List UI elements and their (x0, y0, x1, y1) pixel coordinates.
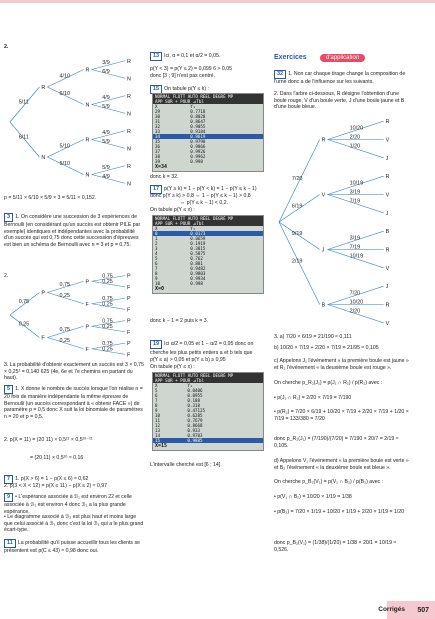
branch-probability: 0,75 (102, 273, 113, 280)
section-badge: d'application (320, 54, 365, 62)
calc-cell-x: 8 (155, 271, 158, 276)
calc-cell-x: 0 (155, 231, 158, 236)
tree-node-label: N (41, 155, 46, 161)
calc-cell-x: 12 (155, 423, 161, 428)
exercise-13 (150, 52, 265, 61)
calc-cell-y: 0.1919 (190, 241, 206, 246)
tree-node-label: P (85, 279, 90, 286)
exercise-15-line1: On tabule p(Y ≤ k) : (164, 86, 209, 92)
tree-node-label: R (126, 93, 131, 100)
exercise-11-text: La probabilité qu'il puisse accueillir tous les clients se présentent est p(C ≤ 43) ≈ 0,98 donc oui. (4, 540, 140, 554)
branch-probability: 5/10 (59, 143, 70, 150)
calc-cell-y: 0.998 (190, 159, 203, 164)
exercise-5-item2b: = (20 11) × 0,5²⁰ ≈ 0,16 (30, 455, 84, 461)
exercise-32-text: 1. Non car chaque tirage change la composition de l'urne donc a de l'influence sur les suivants. (274, 71, 406, 85)
calc-cell-y: 0.9703 (187, 433, 203, 438)
branch-probability: 0,25 (18, 321, 30, 328)
answer-3d-formula: On cherche p_B₂(V₁) = p(V₁ ∩ B₂) / p(B₂) avec : (274, 479, 384, 485)
tree-node-label: R (126, 58, 131, 65)
probability-tree-1 (2, 52, 142, 194)
branch-probability: 1/20 (349, 143, 361, 150)
tree-node-label: N (85, 102, 90, 109)
tree-node-label: N (126, 76, 131, 83)
branch-probability: 0,75 (102, 318, 113, 325)
calc-cell-x: 29 (155, 109, 161, 114)
exercise-7-line2: 2. p(3 < X < 12) = p(X ≤ 11) − p(X ≤ 2) ≈ 0,97 (4, 483, 108, 489)
tree-node-label: N (126, 181, 131, 188)
calc-cell-y: 0.47125 (187, 408, 206, 413)
branch-probability: 3/19 (349, 189, 361, 196)
calc-cell-x: 5 (155, 256, 158, 261)
calc-col-y: Y₁ (187, 383, 193, 388)
calc-cell-x: 4 (155, 251, 158, 256)
calc-cell-y: 0.9803 (190, 271, 206, 276)
probability-tree-2 (2, 270, 142, 362)
exercise-9-line2: • Le diagramme associé à ℬ₂ est plus haut et moins large que celui associé à ℬ₁ donc c'est la loi ℬ₁ qui a le plus grand écart-type. (4, 514, 144, 534)
calc-cell-x: 6 (155, 393, 158, 398)
calc-cell-x: 9 (155, 276, 158, 281)
calc-cell-y: 0.9482 (190, 266, 206, 271)
calc-status-bar: NORMAL FLOTT AUTO RÉEL DEGRÉ MP (153, 216, 263, 221)
tree-node-label: F (126, 307, 131, 314)
tree-node-label: F (85, 346, 89, 353)
exercise-3 (4, 213, 144, 248)
calc-cell-x: 10 (155, 281, 161, 286)
answer-3c-intersection: • p(J₁ ∩ R₂) = 2/20 × 7/19 = 7/190 (274, 395, 352, 401)
calc-cell-x: 1 (155, 236, 158, 241)
calc-cell-y: 0.8668 (187, 423, 203, 428)
calc-cell-y: 0.998 (190, 281, 203, 286)
exercise-11 (4, 539, 144, 555)
branch-probability: 0,75 (102, 340, 113, 347)
calc-cell-x: 14 (155, 433, 161, 438)
probability-line: p = 5/11 × 6/10 × 5/9 × 3 = 5/11 ≈ 0,152. (4, 195, 97, 201)
exercise-19 (150, 340, 265, 349)
tree-node-label: R (385, 247, 390, 254)
calc-cell-y: 0.9798 (190, 139, 206, 144)
tree-node-label: N (85, 172, 90, 179)
calc-cell-x: 34 (155, 134, 161, 139)
calc-status-bar-2: APP SUR + POUR ⊿Tbl (153, 221, 263, 226)
probability-tree-3 (272, 112, 408, 334)
exercise-3-text: 1. On considère une succession de 3 expériences de Bernoulli (en considérant qu'un succès est obtenir PILE par exemple) identiques et indépendantes avec la probabilité d'un succès qui est 0,75 donc cette succession d'épreuves est bien un schéma de Bernoulli avec n = 3 et p = 0,75. (4, 214, 141, 248)
exercise-number: 32 (274, 70, 286, 79)
calc-cell-y: 0.7718 (190, 109, 206, 114)
calc-cell-x: 7 (155, 398, 158, 403)
calc-cell-x: 6 (155, 261, 158, 266)
calc-cell-y: 0.318 (187, 403, 201, 408)
answer-3b: b) 10/20 × 7/19 + 2/20 × 7/19 = 21/95 ≈ 0,105 (274, 345, 379, 351)
calc-status-bar: NORMAL FLOTT AUTO RÉEL DEGRÉ MP (153, 94, 263, 99)
calc-cell-y: 0.8647 (190, 119, 206, 124)
exercise-number: 5 (4, 385, 13, 394)
tree-node-label: J (385, 155, 389, 162)
calculator-screen-2 (152, 215, 264, 294)
calc-cell-x: 7 (155, 266, 158, 271)
item-number: 2. (4, 44, 9, 50)
branch-probability: 6/9 (102, 68, 110, 75)
answer-3c-result: donc p_R₂(J₁) = (7/190)/(7/20) = 7/190 × 20/7 = 2/19 ≈ 0,105. (274, 436, 399, 449)
footer-label: Corrigés (378, 606, 405, 613)
answer-3c: c) Appelons J₁ l'événement « la première boule est jaune » et R₂ l'événement « la deuxième boule est rouge ». (274, 358, 409, 371)
exercise-32 (274, 70, 408, 86)
calc-cell-x: 36 (155, 144, 161, 149)
tree-node-label: N (126, 146, 131, 153)
tree-node-label: P (41, 290, 46, 297)
tree-node-label: R (126, 128, 131, 135)
calc-cell-y: 0.5875 (190, 251, 206, 256)
calc-cell-y: 0.9184 (190, 129, 206, 134)
branch-probability: 10/20 (349, 125, 364, 132)
calc-cell-x: 37 (155, 149, 161, 154)
calc-footer: X=15 (155, 443, 168, 449)
tree-node-label: P (126, 318, 131, 325)
exercise-number: 7 (4, 475, 13, 484)
column-middle (150, 0, 265, 619)
calc-cell-x: 13 (155, 428, 161, 433)
branch-probability: 2/20 (349, 134, 361, 141)
calc-cell-y: 0.9962 (190, 154, 206, 159)
exercise-9 (4, 493, 144, 515)
exercise-9-line1: • L'espérance associée à ℬ₁ est environ 22 et celle associée à ℬ₂ est environ 4 donc ℬ₁ a la plus grande espérance. (4, 494, 132, 515)
column-left (0, 0, 145, 619)
calc-cell-y: 0.8028 (190, 114, 206, 119)
branch-probability: 0,25 (102, 301, 113, 308)
branch-probability: 4/9 (102, 173, 110, 180)
calc-footer: X=0 (155, 286, 165, 292)
exercise-number: 11 (4, 539, 16, 548)
exercise-17-line5: donc k − 1 = 2 puis k = 3. (150, 318, 209, 324)
tree-node-label: F (126, 284, 131, 291)
exercise-number: 17 (150, 185, 162, 194)
calc-cell-y: 0.9866 (190, 144, 206, 149)
calc-cell-x: 8 (155, 403, 158, 408)
calc-status-bar-2: APP SUR + POUR ⊿Tbl (153, 378, 263, 383)
tree-node-label: V (385, 320, 390, 327)
calc-cell-x: 10 (155, 413, 161, 418)
exercise-5-item2a: 2. p(X = 11) = (20 11) × 0,5¹¹ × 0,5²⁰⁻¹¹ (4, 437, 93, 443)
branch-probability: 6/19 (291, 203, 303, 210)
calc-cell-x: 33 (155, 129, 161, 134)
exercise-number: 13 (150, 52, 162, 61)
branch-probability: 5/9 (102, 138, 110, 145)
answer-3d-intersection: • p(V₁ ∩ B₂) = 10/20 × 1/19 = 1/38 (274, 494, 352, 500)
tree-node-label: P (126, 296, 131, 303)
calc-cell-x: 32 (155, 124, 161, 129)
branch-probability: 2/20 (349, 308, 361, 315)
answer-3d-total: • p(B₂) = 7/20 × 1/19 + 10/20 × 1/19 + 2/20 × 1/19 = 1/20 (274, 509, 405, 515)
tree-node-label: B (321, 302, 326, 309)
calc-cell-y: 0.9885 (187, 438, 203, 443)
branch-probability: 3/9 (102, 60, 110, 67)
tree-node-label: J (385, 210, 389, 217)
calc-cell-x: 31 (155, 119, 161, 124)
exercise-number: 19 (150, 340, 162, 349)
tree-node-label: R (126, 163, 131, 170)
branch-probability: 0,25 (59, 338, 70, 345)
branch-probability: 7/20 (349, 290, 361, 297)
branch-probability: 0,75 (59, 326, 70, 333)
exercise-number: 15 (150, 85, 162, 94)
calc-cell-x: 39 (155, 159, 161, 164)
branch-probability: 4/10 (59, 73, 70, 80)
calc-cell-x: 30 (155, 114, 161, 119)
calc-cell-y: 0.933 (187, 428, 201, 433)
exercise-5 (4, 385, 144, 420)
exercise-17-line2: donc p(Y ≥ k) > 0,8 ⇔ 1 − p(Y ≤ k − 1) > 0,8 (150, 193, 251, 199)
calc-col-y: Y₁ (190, 104, 196, 109)
answer-3c-total: • p(R₂) = 7/20 × 6/19 + 10/20 × 7/19 + 2/20 × 7/19 + 1/20 × 7/19 = 133/380 = 7/20 (274, 409, 409, 422)
tree-node-label: R (385, 302, 390, 309)
tree-node-label: R (385, 119, 390, 126)
tree-node-label: R (85, 67, 90, 74)
tree-node-label: V (385, 265, 390, 272)
calc-cell-y: 0.9926 (190, 149, 206, 154)
branch-probability: 4/9 (102, 95, 110, 102)
tree-node-label: V (321, 192, 326, 199)
exercise-13-line2: p(Y < 3) = p(Y ≤ 2) = 0,099 6 > 0,05 (150, 66, 232, 72)
calc-cell-y: 0.9934 (190, 276, 206, 281)
branch-probability: 6/10 (59, 90, 70, 97)
branch-probability: 2/19 (291, 258, 303, 265)
exercise-17-line4: On tabule p(Y ≤ x) : (150, 207, 195, 213)
calculator-screen-1 (152, 93, 264, 172)
calc-footer: X=34 (155, 164, 168, 170)
tree-node-label: P (85, 324, 90, 331)
branch-probability: 0,25 (102, 279, 113, 286)
calc-cell-x: 2 (155, 241, 158, 246)
calc-cell-y: 0.9619 (190, 134, 206, 139)
tree-node-label: R (85, 137, 90, 144)
calc-col-x: X (155, 383, 158, 388)
branch-probability: 6/11 (18, 134, 29, 141)
calc-cell-y: 0.188 (187, 398, 201, 403)
tree-node-label: P (126, 341, 131, 348)
exercise-3-item2: 2. (4, 273, 9, 279)
branch-probability: 10/19 (349, 180, 364, 187)
exercise-32-item2: 2. Dans l'arbre ci-dessous, R désigne l'obtention d'une boule rouge, V d'un boule verte, J d'une boule jaune et B d'une boule bleue. (274, 91, 405, 111)
answer-3d: d) Appelons V₁ l'événement « la première boule est verte » et B₂ l'événement « la deuxième boule est bleue ». (274, 458, 409, 471)
calc-cell-x: 5 (155, 388, 158, 393)
branch-probability: 0,75 (59, 281, 70, 288)
tree-node-label: J (385, 284, 389, 291)
branch-probability: 7/20 (291, 175, 303, 182)
tree-node-label: F (41, 335, 45, 342)
calc-cell-y: 0.7679 (187, 418, 203, 423)
exercise-7-line1: 1. p(X > 6) = 1 − p(X ≤ 6) ≈ 0,62 (15, 476, 89, 482)
answer-3d-result: donc p_B₂(V₁) = (1/38)/(1/20) = 1/38 × 20/1 = 10/19 ≈ 0,526. (274, 540, 397, 553)
exercise-5-text: 1. X donne le nombre de succès lorsque l'on réalise n = 20 fois de manière indépendante la même épreuve de Bernoulli (un succès correspondant à « obtenir FACE ») de paramètre p = 0,5 donc X suit la loi binomiale de paramètres n = 20 et p = 0,5. (4, 386, 143, 420)
calc-status-bar: NORMAL FLOTT AUTO RÉEL DEGRÉ MP (153, 373, 263, 378)
tree-node-label: P (126, 273, 131, 280)
branch-probability: 0,75 (18, 298, 30, 305)
calc-cell-y: 0.0406 (187, 388, 203, 393)
exercise-17-line1: p(Y ≥ k) = 1 − p(Y < k) = 1 − p(Y ≤ k − 1) (164, 186, 257, 192)
exercise-3-item3: 3. La probabilité d'obtenir exactement un succès est 3 × 0,75 × 0,25² = 0,140 625 (4e, 6e et 7e chemins en partant du haut). (4, 362, 144, 382)
calc-cell-x: 38 (155, 154, 161, 159)
section-title: Exercices (274, 54, 307, 61)
calc-cell-y: 0.762 (190, 256, 203, 261)
branch-probability: 5/9 (102, 103, 110, 110)
answer-3c-formula: On cherche p_R₂(J₁) = p(J₁ ∩ R₂) / p(R₂) avec : (274, 380, 383, 386)
branch-probability: 4/9 (102, 130, 110, 137)
tree-node-label: R (385, 174, 390, 181)
branch-probability: 0,25 (59, 293, 70, 300)
branch-probability: 5/11 (18, 99, 29, 106)
tree-node-label: V (385, 137, 390, 144)
calc-cell-y: 0.881 (190, 261, 203, 266)
exercise-number: 9 (4, 493, 13, 502)
branch-probability: 7/19 (349, 244, 361, 251)
answer-3a: 3. a) 7/20 × 6/19 = 21/190 ≈ 0,111 (274, 334, 352, 340)
calc-status-bar-2: APP SUR + POUR ⊿Tbl (153, 99, 263, 104)
calc-table (153, 226, 263, 286)
tree-node-label: F (85, 301, 89, 308)
calc-cell-x: 9 (155, 408, 158, 413)
branch-probability: 3/19 (349, 235, 361, 242)
calc-cell-y: 0.3815 (190, 246, 206, 251)
branch-probability: 0,75 (102, 295, 113, 302)
branch-probability: 9/19 (291, 230, 303, 237)
exercise-number: 3 (4, 213, 13, 222)
calc-cell-x: 3 (155, 246, 158, 251)
branch-probability: 10/20 (349, 299, 364, 306)
branch-probability: 0,25 (102, 324, 113, 331)
calculator-screen-3 (152, 372, 264, 451)
calc-cell-y: 0.0173 (190, 231, 206, 236)
tree-node-label: B (385, 229, 390, 236)
exercise-19-line3: p(Y ≤ a) > 0,05 et p(Y ≤ b) ≥ 0,95 (150, 357, 226, 363)
calc-col-x: X (155, 104, 158, 109)
calc-col-y: Y₁ (190, 226, 196, 231)
calc-cell-x: 11 (155, 418, 161, 423)
calc-cell-y: 0.9055 (190, 124, 206, 129)
branch-probability: 0,25 (102, 346, 113, 353)
exercise-19-line1: Ici α/2 = 0,05 et 1 − α/2 = 0,95 donc on (164, 341, 254, 347)
tree-node-label: R (321, 137, 326, 144)
exercise-19-line2: cherche les plus petits entiers a et b tels que (150, 350, 253, 356)
branch-probability: 10/19 (349, 253, 364, 260)
calc-cell-y: 0.6285 (187, 413, 203, 418)
tree-node-label: R (41, 85, 46, 91)
branch-probability: 5/10 (59, 160, 70, 167)
column-right (270, 0, 410, 619)
exercise-17-line3: ⇔ p(Y ≤ k − 1) < 0,2. (180, 200, 229, 206)
calc-cell-x: 15 (155, 438, 161, 443)
exercise-13-line1: Ici, α = 0,1 et α/2 = 0,05. (164, 53, 221, 59)
branch-probability: 5/9 (102, 165, 110, 172)
exercise-19-line4: On tabule p(Y ≤ x) : (150, 364, 195, 370)
calc-table (153, 383, 263, 443)
page-number: 507 (417, 607, 429, 614)
calc-cell-x: 35 (155, 139, 161, 144)
tree-node-label: V (385, 192, 390, 199)
tree-node-label: N (126, 111, 131, 118)
calc-cell-y: 0.0659 (190, 236, 206, 241)
exercise-15-line2: donc k = 32. (150, 174, 179, 180)
branch-probability: 7/19 (349, 198, 361, 205)
exercise-13-line3: donc [3 ; 9] n'est pas centré. (150, 73, 216, 79)
calc-table (153, 104, 263, 164)
tree-node-label: F (126, 329, 131, 336)
calc-cell-y: 0.0955 (187, 393, 203, 398)
tree-node-label: F (126, 352, 131, 359)
calc-col-x: X (155, 226, 158, 231)
tree-node-label: J (321, 247, 325, 254)
exercise-19-line5: L'intervalle cherché est [6 ; 14]. (150, 462, 222, 468)
